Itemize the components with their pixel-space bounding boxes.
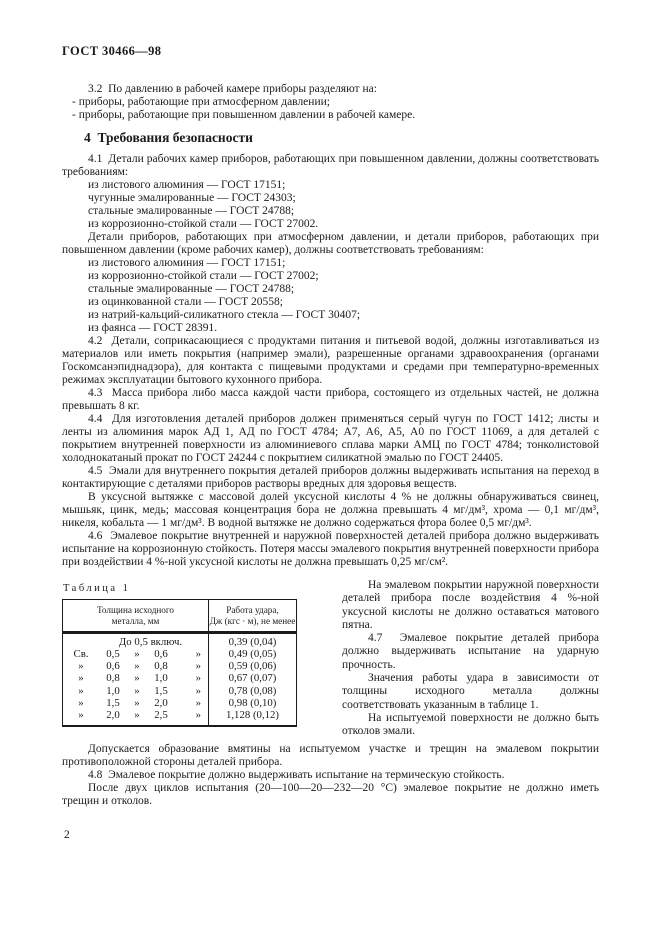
paragraph: из листового алюминия — ГОСТ 17151; xyxy=(88,179,286,191)
table-cell-part: » xyxy=(78,660,84,673)
table-cell-thickness xyxy=(63,685,208,697)
table-cell-part: 0,8 xyxy=(106,672,120,685)
paragraph: 4.7 Эмалевое покрытие деталей прибора должно выдерживать испытание на ударную прочность. xyxy=(342,632,599,671)
paragraph: чугунные эмалированные — ГОСТ 24303; xyxy=(88,192,296,204)
table-cell-part: » xyxy=(195,660,201,673)
table-cell-value: 0,59 (0,06) xyxy=(228,660,277,673)
table-cell-value: 0,98 (0,10) xyxy=(228,696,277,709)
paragraph: 4.4 Для изготовления деталей приборов должен применяться серый чугун по ГОСТ 1412; листы и ленты из алюминия марок АД 1, АД по ГОСТ 4784; А7, А6, А5, А0 по ГОСТ 11069, а для деталей с покрытием внутренней поверхности из алюминиевого сплава марки АМЦ по ГОСТ 4784; тонколистовой холоднокатаный прокат по ГОСТ 24244 с покрытием силикатной эмалью по ГОСТ 24405. xyxy=(62,413,599,464)
table-cell-part: 0,5 xyxy=(106,647,120,660)
page-number: 2 xyxy=(64,828,70,841)
table-header-line: Работа удара, xyxy=(226,604,279,615)
paragraph: - приборы, работающие при атмосферном давлении; xyxy=(72,96,330,108)
table-cell-value: 1,128 (0,12) xyxy=(225,709,280,722)
table-cell-value: 0,78 (0,08) xyxy=(228,684,277,697)
body-text-top xyxy=(62,83,599,569)
table-cell-part: 0,6 xyxy=(154,647,168,660)
table-cell-thickness xyxy=(63,709,208,721)
table-cell-part: » xyxy=(134,647,140,660)
paragraph: из натрий-кальций-силикатного стекла — ГОСТ 30407; xyxy=(88,309,361,321)
paragraph: 4.6 Эмалевое покрытие внутренней и наружной поверхностей деталей прибора должно выдерживать испытание на коррозионную стойкость. Потеря массы эмалевого покрытия внутренней поверхности прибора при воздействии 4 %-ной уксусной кислоты не должна превышать 0,25 мг/см². xyxy=(62,530,599,568)
paragraph: из коррозионно-стойкой стали — ГОСТ 27002. xyxy=(88,218,319,230)
table-cell-part: » xyxy=(134,660,140,673)
table-cell-part: Св. xyxy=(73,647,89,660)
table-cell-part: » xyxy=(78,696,84,709)
paragraph: Детали приборов, работающих при атмосферном давлении, и детали приборов, работающих при повышенном давлении (кроме рабочих камер), должны соответствовать требованиям: xyxy=(62,231,599,256)
table-header-thickness xyxy=(63,600,208,631)
paragraph: Допускается образование вмятины на испытуемом участке и трещин на эмалевом покрытии противоположной стороны деталей прибора. xyxy=(62,742,599,768)
paragraph: 4.1 Детали рабочих камер приборов, работающих при повышенном давлении, должны соответствовать требованиям: xyxy=(62,153,599,178)
table-cell-value: 0,49 (0,05) xyxy=(228,647,277,660)
table-cell-part: 2,0 xyxy=(106,709,120,722)
table-cell-part: 0,6 xyxy=(106,660,120,673)
table-header-row xyxy=(63,600,296,634)
paragraph: из фаянса — ГОСТ 28391. xyxy=(88,322,218,334)
paragraph: На испытуемой поверхности не должно быть отколов эмали. xyxy=(342,711,599,738)
table-cell-part: » xyxy=(78,709,84,722)
paragraph: стальные эмалированные — ГОСТ 24788; xyxy=(88,205,295,217)
table-cell-part: 1,0 xyxy=(106,684,120,697)
table-cell-part: » xyxy=(78,684,84,697)
document-code: ГОСТ 30466—98 xyxy=(62,44,162,58)
table-cell-part: 1,5 xyxy=(154,684,168,697)
paragraph: На эмалевом покрытии наружной поверхности деталей прибора после воздействия 4 %-ной уксусной кислоты не должно оставаться матового пятна. xyxy=(342,579,599,631)
table-cell-part: » xyxy=(195,684,201,697)
table-and-text-columns xyxy=(62,579,599,739)
table-header-line: Толщина исходного xyxy=(96,604,175,615)
table-column-values xyxy=(209,634,296,725)
table-cell-thickness: До 0,5 включ. xyxy=(118,635,183,648)
table-cell-part: 2,5 xyxy=(154,709,168,722)
paragraph: Значения работы удара в зависимости от толщины исходного металла должны соответствовать указанным в таблице 1. xyxy=(342,672,599,711)
paragraph: 3.2 По давлению в рабочей камере приборы разделяют на: xyxy=(88,83,377,95)
table-cell-part: » xyxy=(134,709,140,722)
table-cell-part: » xyxy=(78,672,84,685)
table-cell-part: 1,5 xyxy=(106,696,120,709)
table-label: Таблица 1 xyxy=(63,583,131,594)
table-cell-part: » xyxy=(134,672,140,685)
paragraph: - приборы, работающие при повышенном давлении в рабочей камере. xyxy=(72,109,416,121)
paragraph: из коррозионно-стойкой стали — ГОСТ 27002; xyxy=(88,270,319,282)
table-cell-part: 2,0 xyxy=(154,696,168,709)
table-column-thickness xyxy=(63,634,209,725)
table-cell-thickness xyxy=(63,697,208,709)
table-cell-thickness xyxy=(63,648,208,660)
table-cell-part: » xyxy=(195,647,201,660)
section-heading: 4 Требования безопасности xyxy=(84,130,253,145)
right-text-column xyxy=(342,579,599,739)
table-cell-part: 0,8 xyxy=(154,660,168,673)
paragraph: стальные эмалированные — ГОСТ 24788; xyxy=(88,283,295,295)
table-header-line: Дж (кгс · м), не менее xyxy=(209,615,296,626)
table-cell-part: » xyxy=(195,696,201,709)
table-1 xyxy=(62,599,297,727)
table-cell-value: 0,39 (0,04) xyxy=(228,635,277,648)
paragraph: из листового алюминия — ГОСТ 17151; xyxy=(88,257,286,269)
table-header-impact-work xyxy=(208,600,296,631)
paragraph: 4.2 Детали, соприкасающиеся с продуктами питания и питьевой водой, должны изготавливаться из материалов или иметь покрытия (например эмали), разрешенные органами здравоохранения (органами Госкомсанэпиднадзора), для контакта с пищевыми продуктами и средами при температурно-временных режимах эксплуатации бытового кухонного прибора. xyxy=(62,335,599,386)
table-cell-part: 1,0 xyxy=(154,672,168,685)
table-cell-thickness xyxy=(63,672,208,684)
table-cell-part: » xyxy=(134,696,140,709)
paragraph: 4.8 Эмалевое покрытие должно выдерживать испытание на термическую стойкость. xyxy=(88,768,505,781)
table-column xyxy=(62,579,302,727)
table-cell-value: 0,67 (0,07) xyxy=(228,672,277,685)
table-header-line: металла, мм xyxy=(111,615,160,626)
table-cell-part: » xyxy=(195,672,201,685)
body-text-bottom xyxy=(62,743,599,808)
paragraph: 4.3 Масса прибора либо масса каждой части прибора, состоящего из отдельных частей, не должна превышать 8 кг. xyxy=(62,387,599,412)
table-body xyxy=(63,634,296,725)
table-cell-part: » xyxy=(195,709,201,722)
paragraph: 4.5 Эмали для внутреннего покрытия деталей приборов должны выдерживать испытания на переход в контактирующие с деталями приборов растворы вредных для здоровья веществ. xyxy=(62,465,599,490)
table-cell-thickness xyxy=(63,660,208,672)
paragraph: После двух циклов испытания (20—100—20—232—20 °С) эмалевое покрытие не должно иметь трещин и отколов. xyxy=(62,781,599,807)
table-cell-part: » xyxy=(134,684,140,697)
paragraph: из оцинкованной стали — ГОСТ 20558; xyxy=(88,296,283,308)
paragraph: В уксусной вытяжке с массовой долей уксусной кислоты 4 % не должны обнаруживаться свинец, мышьяк, цинк, медь; массовая концентрация бора не должна превышать 4 мг/дм³, хрома — 0,1 мг/дм³, никеля, кобальта — 1 мг/дм³. В водной вытяжке не должно содержаться фтора более 0,5 мг/дм³. xyxy=(62,491,599,529)
